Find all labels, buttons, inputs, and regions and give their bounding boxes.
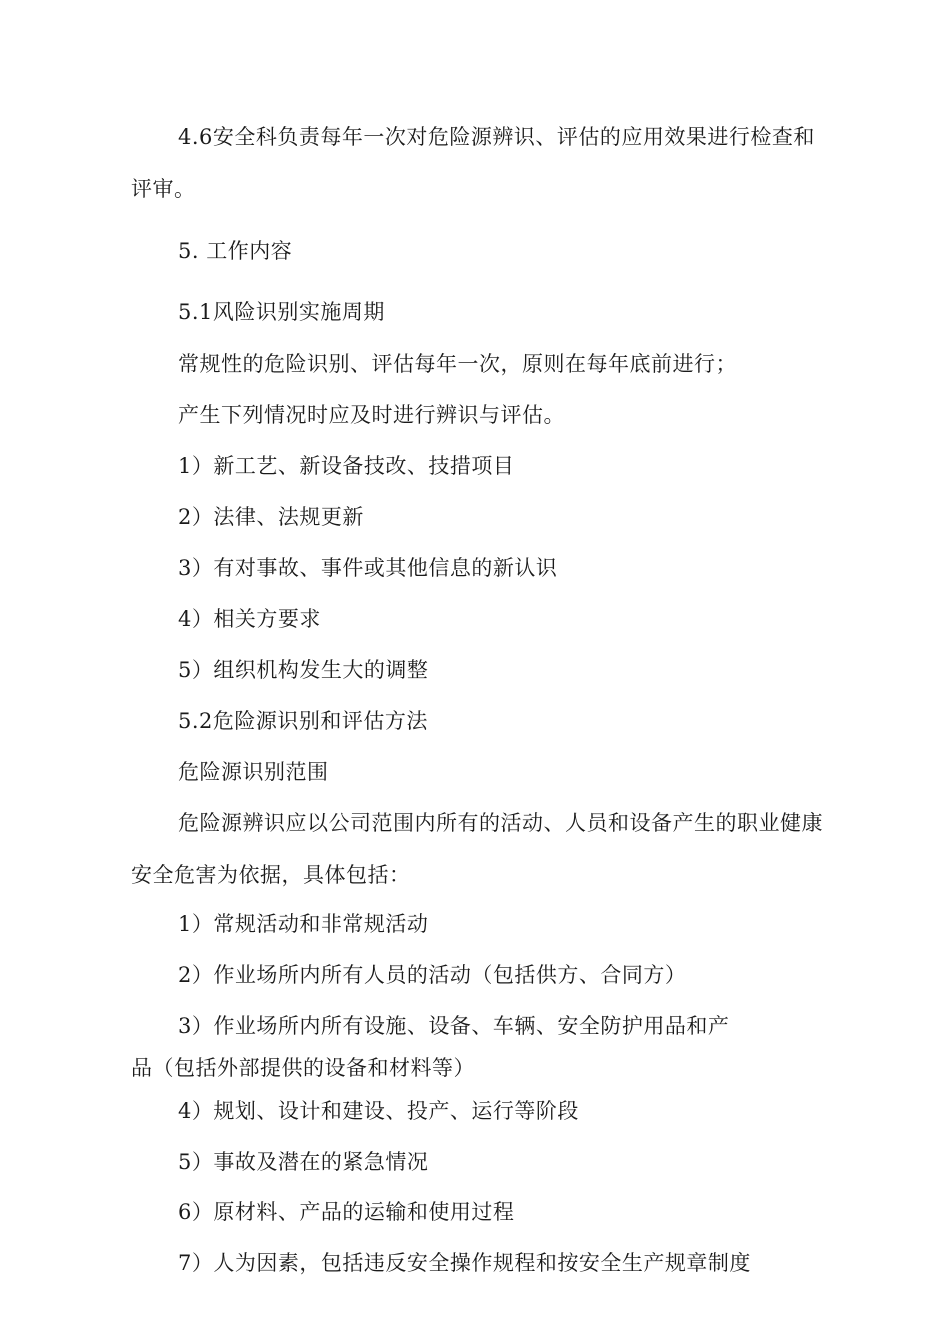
paragraph-routine: 常规性的危险识别、评估每年一次，原则在每年底前进行； [178, 352, 737, 376]
list-item: 6）原材料、产品的运输和使用过程 [178, 1200, 515, 1224]
list-item: 3）有对事故、事件或其他信息的新认识 [178, 556, 558, 580]
list-item: 2）作业场所内所有人员的活动（包括供方、合同方） [178, 963, 687, 987]
list-item: 5）组织机构发生大的调整 [178, 658, 429, 682]
paragraph-timely: 产生下列情况时应及时进行辨识与评估。 [178, 403, 565, 427]
list-item: 1）新工艺、新设备技改、技措项目 [178, 454, 515, 478]
list-item-continuation: 品（包括外部提供的设备和材料等） [131, 1056, 475, 1080]
list-item: 3）作业场所内所有设施、设备、车辆、安全防护用品和产 [178, 1014, 730, 1038]
scope-paragraph-line-1: 危险源辨识应以公司范围内所有的活动、人员和设备产生的职业健康 [178, 811, 823, 835]
list-item: 4）相关方要求 [178, 607, 321, 631]
list-item: 7）人为因素，包括违反安全操作规程和按安全生产规章制度 [178, 1251, 751, 1275]
scope-paragraph-line-2: 安全危害为依据，具体包括： [131, 863, 411, 887]
section-heading-5-2: 5.2危险源识别和评估方法 [178, 709, 428, 733]
list-item: 1）常规活动和非常规活动 [178, 912, 429, 936]
list-item: 2）法律、法规更新 [178, 505, 364, 529]
section-heading-5-1: 5.1风险识别实施周期 [178, 300, 385, 324]
paragraph-4-6-line-2: 评审。 [131, 177, 196, 201]
list-item: 4）规划、设计和建设、投产、运行等阶段 [178, 1099, 579, 1123]
paragraph-4-6-line-1: 4.6安全科负责每年一次对危险源辨识、评估的应用效果进行检查和 [178, 125, 815, 149]
list-item: 5）事故及潜在的紧急情况 [178, 1150, 429, 1174]
scope-title: 危险源识别范围 [178, 760, 329, 784]
section-heading-5: 5. 工作内容 [178, 239, 293, 263]
